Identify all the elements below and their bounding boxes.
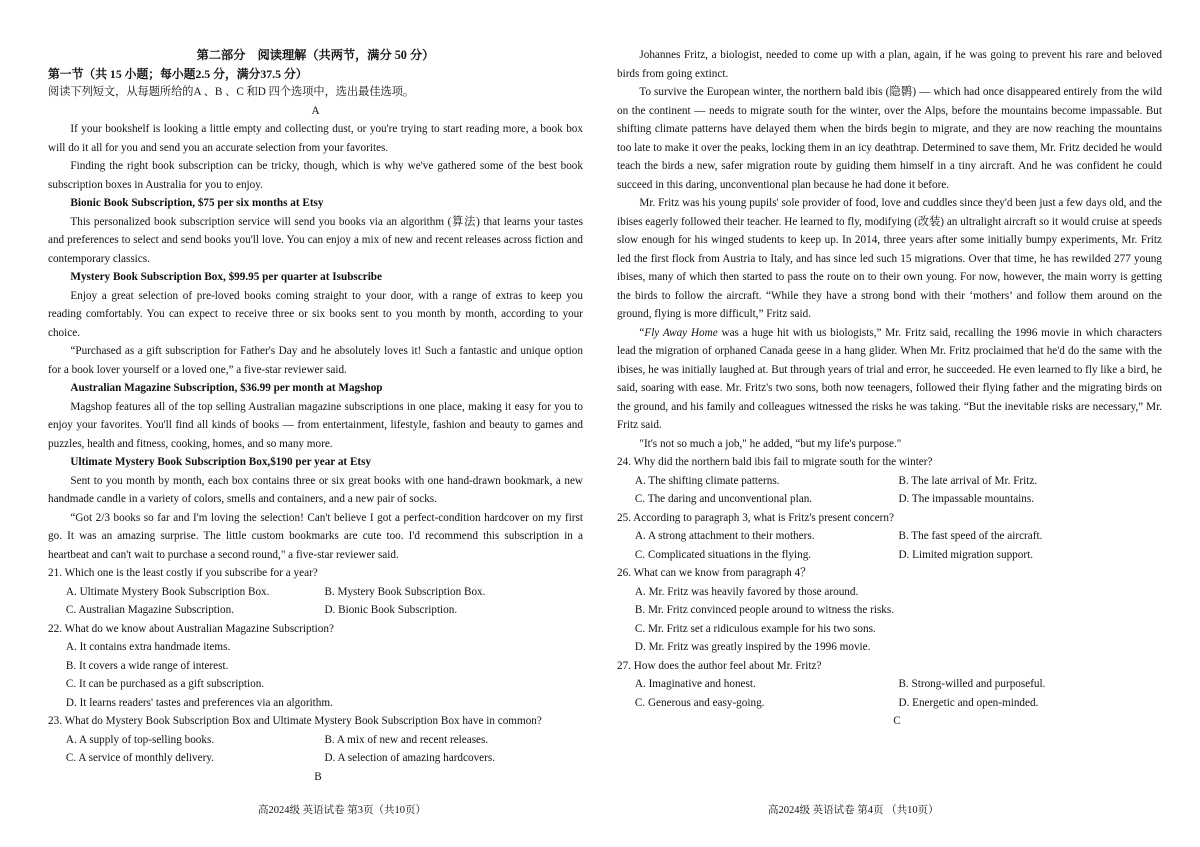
answer-option: A. Mr. Fritz was heavily favored by those around. <box>634 585 859 598</box>
passage-a <box>48 120 583 564</box>
question-stem: 26. What can we know from paragraph 4？ <box>617 567 812 579</box>
answer-option: C. Australian Magazine Subscription. <box>65 604 235 616</box>
paragraph-closing-quote: "It's not so much a job," he added, “but my life's purpose." <box>639 437 902 450</box>
question-stem: 25. According to paragraph 3, what is Fritz's present concern? <box>617 511 894 524</box>
questions-24-27 <box>617 453 1162 712</box>
paragraph-rest: was a huge hit with us biologists,” Mr. Fritz said, recalling the 1996 movie in which characters lead the migration of orphaned Canada geese in a hang glider. When Mr. Fritz proclaimed that he'd do the same with the ibises, he was initially laughed at. But through years of trial and error, he succeeded. He even learned to fly like a bird, he said, soaring with ease. Mr. Fritz's two sons, both now teenagers, followed their flying father and the migrating birds on the ground, and his family and colleagues witnessed the risks he was taking. “But the inevitable risks are necessary,” Mr. Fritz said. <box>617 326 1162 431</box>
open-quote: “ <box>639 326 645 339</box>
question-block <box>48 712 583 768</box>
answer-option: C. It can be purchased as a gift subscription. <box>65 678 265 690</box>
answer-option: D. Bionic Book Subscription. <box>324 604 458 616</box>
answer-option: A. It contains extra handmade items. <box>65 641 231 653</box>
answer-option: A. A supply of top-selling books. <box>65 733 215 746</box>
answer-option: D. Limited migration support. <box>898 548 1033 561</box>
question-block <box>48 620 583 713</box>
paragraph: Magshop features all of the top selling Australian magazine subscriptions in one place, making it easy for you to enjoy your favorites. You'll find all kinds of books — from entertainment, lifestyle, fashion and beauty to games and puzzles, health and fitness, cooking, homes, and so many more. <box>48 400 583 450</box>
answer-option: B. Mr. Fritz convinced people around to witness the risks. <box>634 604 895 616</box>
question-block <box>617 657 1162 713</box>
option-list <box>48 583 583 620</box>
answer-option: C. Generous and easy-going. <box>634 696 765 709</box>
answer-option: B. The fast speed of the aircraft. <box>898 530 1043 542</box>
paragraph: If your bookshelf is looking a little empty and collecting dust, or you're trying to start reading more, a book box will do it all for you and send you an accurate selection from your favorites. <box>48 123 583 154</box>
answer-option: B. The late arrival of Mr. Fritz. <box>898 474 1038 487</box>
paragraph: Finding the right book subscription can be tricky, though, which is why we've gathered some of the best book subscription boxes in Australia for you to enjoy. <box>48 160 583 191</box>
question-block <box>48 564 583 620</box>
option-list <box>617 527 1162 564</box>
part-title: 第二部分 阅读理解（共两节，满分 50 分） <box>196 48 435 62</box>
question-block <box>617 564 1162 657</box>
answer-option: B. A mix of new and recent releases. <box>324 733 489 746</box>
box-heading: Bionic Book Subscription, $75 per six months at Etsy <box>70 197 324 209</box>
box-heading: Australian Magazine Subscription, $36.99 per month at Magshop <box>70 382 383 394</box>
answer-option: C. The daring and unconventional plan. <box>634 493 813 505</box>
answer-option: D. A selection of amazing hardcovers. <box>324 752 496 764</box>
paragraph: Sent to you month by month, each box contains three or six great books with one hand-drawn bookmark, a new handmade candle in a variety of colors, smells and containers, and a new pair of socks. <box>48 474 583 505</box>
answer-option: D. Energetic and open-minded. <box>898 696 1039 709</box>
box-heading: Ultimate Mystery Book Subscription Box,$190 per year at Etsy <box>70 456 372 468</box>
answer-option: C. Complicated situations in the flying. <box>634 548 812 561</box>
question-stem: 23. What do Mystery Book Subscription Box and Ultimate Mystery Book Subscription Box have in common? <box>48 715 542 727</box>
passage-letter-a: A <box>311 104 320 117</box>
instructions: 阅读下列短文，从每题所给的A 、B 、C 和D 四个选项中，选出最佳选项。 <box>48 86 415 98</box>
answer-option: A. Imaginative and honest. <box>634 678 756 690</box>
paragraph: Enjoy a great selection of pre-loved books coming straight to your door, with a range of extras to keep you reading comfortably. You can expect to receive three or six books sent to you month by month, according to your choice. <box>48 289 583 339</box>
section-title: 第一节（共 15 小题；每小题2.5 分，满分37.5 分） <box>48 66 308 81</box>
paragraph: This personalized book subscription service will send you books via an algorithm (算法) that learns your tastes and preferences to select and send books you'll love. You can enjoy a mix of new and recent releases across fiction and contemporary classics. <box>48 215 583 265</box>
passage-letter-c: C <box>893 715 901 727</box>
option-list <box>48 638 583 712</box>
paragraph: “Got 2/3 books so far and I'm loving the selection! Can't believe I got a perfect-condition hardcover on my first go. It was an amazing surprise. The little custom bookmarks are cute too. I'd recommend this subscription in a heartbeat and can't wait to purchase a second round," a five-star reviewer said. <box>48 511 583 561</box>
answer-option: C. Mr. Fritz set a ridiculous example for his two sons. <box>634 622 876 635</box>
question-stem: 21. Which one is the least costly if you subscribe for a year? <box>48 567 318 579</box>
paragraph: Johannes Fritz, a biologist, needed to come up with a plan, again, if he was going to prevent his rare and beloved birds from going extinct. <box>617 49 1162 80</box>
questions-21-23 <box>48 564 583 768</box>
option-list <box>617 675 1162 712</box>
answer-option: C. A service of monthly delivery. <box>65 752 215 764</box>
box-heading: Mystery Book Subscription Box, $99.95 per quarter at Isubscribe <box>70 271 382 283</box>
question-stem: 27. How does the author feel about Mr. Fritz? <box>617 659 822 672</box>
passage-letter-b: B <box>314 770 322 783</box>
answer-option: B. It covers a wide range of interest. <box>65 659 229 672</box>
paragraph: To survive the European winter, the northern bald ibis (隐鹮) — which had once disappeared entirely from the wild on the continent — needs to migrate south for the winter, over the Alps, before the mountains become impassable. But shifting climate patterns have delayed them when the birds begin to migrate, and they are now reaching the mountains too late to make it over the peaks, locking them in an icy deathtrap. Determined to save them, Mr. Fritz decided he would teach the birds a new, safer migration route by guiding them himself in a tiny aircraft. And he was confident he could succeed in this daring, unconventional plan because he had done it before. <box>617 86 1162 191</box>
passage-b <box>617 46 1162 453</box>
footer-page-4: 高2024级 英语试卷 第4页 （共10页） <box>768 805 939 816</box>
question-block <box>617 453 1162 509</box>
option-list <box>48 731 583 768</box>
right-column <box>617 46 1162 731</box>
left-column <box>48 46 583 786</box>
paragraph-movie <box>617 324 1162 435</box>
paragraph: “Purchased as a gift subscription for Father's Day and he absolutely loves it! Such a fantastic and unique option for a book lover yourself or a loved one,” a five-star reviewer said. <box>48 345 583 376</box>
question-stem: 22. What do we know about Australian Magazine Subscription? <box>48 622 334 635</box>
paragraph: Mr. Fritz was his young pupils' sole provider of food, love and cuddles since they'd been just a few days old, and the ibises eagerly followed their teacher. He learned to fly, modifying (改装) an ultralight aircraft so it would cruise at speeds slow enough for his winged students to keep up. In 2014, three years after some initially bumpy experiments, Mr. Fritz led the first flock from Austria to Italy, and has since led such 15 migrations. Over that time, he has rewilded 277 young ibises, many of which then started to pass the route on to their own young. For now, however, the main worry is getting the birds to follow the aircraft. “While they have a strong bond with their ‘mothers’ and follow them around on the ground, flying is more difficult,” Fritz said. <box>617 197 1162 320</box>
answer-option: A. The shifting climate patterns. <box>634 474 780 487</box>
answer-option: D. It learns readers' tastes and preferences via an algorithm. <box>65 696 333 709</box>
answer-option: B. Strong-willed and purposeful. <box>898 678 1046 690</box>
movie-title: Fly Away Home <box>644 326 718 339</box>
option-list <box>617 583 1162 657</box>
answer-option: B. Mystery Book Subscription Box. <box>324 585 486 598</box>
answer-option: D. The impassable mountains. <box>898 493 1035 505</box>
answer-option: A. A strong attachment to their mothers. <box>634 530 815 542</box>
question-stem: 24. Why did the northern bald ibis fail to migrate south for the winter? <box>617 456 933 468</box>
answer-option: A. Ultimate Mystery Book Subscription Box. <box>65 585 270 598</box>
footer-page-3: 高2024级 英语试卷 第3页（共10页） <box>258 805 426 816</box>
answer-option: D. Mr. Fritz was greatly inspired by the 1996 movie. <box>634 641 871 653</box>
option-list <box>617 472 1162 509</box>
question-block <box>617 509 1162 565</box>
